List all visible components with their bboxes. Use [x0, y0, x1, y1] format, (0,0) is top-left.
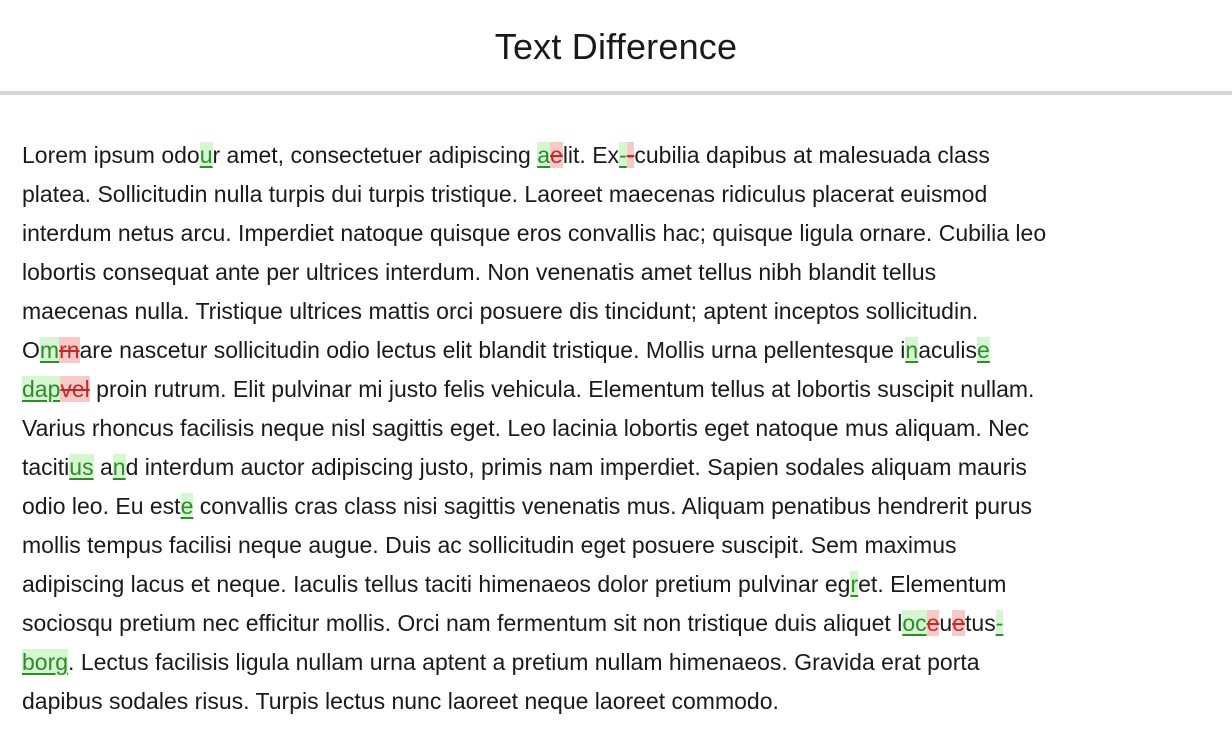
diff-line [22, 409, 1232, 448]
unchanged-text: r amet, consectetuer adipiscing [212, 142, 538, 168]
unchanged-text: maecenas nulla. Tristique ultrices mattis orci posuere dis tincidunt; aptent inceptos sollicitudin. [22, 298, 979, 324]
diff-line [22, 214, 1232, 253]
unchanged-text: . Lectus facilisis ligula nullam urna aptent a pretium nullam himenaeos. Gravida erat porta [68, 649, 980, 675]
diff-line [22, 526, 1232, 565]
inserted-text: dap [22, 376, 61, 402]
unchanged-text: d interdum auctor adipiscing justo, primis nam imperdiet. Sapien sodales aliquam mauris [125, 454, 1027, 480]
unchanged-text: proin rutrum. Elit pulvinar mi justo felis vehicula. Elementum tellus at lobortis suscipit nullam. [89, 376, 1035, 402]
inserted-text: a [537, 142, 551, 168]
unchanged-text: tus [965, 610, 996, 636]
diff-line [22, 682, 1232, 721]
diff-line [22, 643, 1232, 682]
inserted-text: m [39, 337, 60, 363]
unchanged-text: aculis [918, 337, 978, 363]
diff-line [22, 253, 1232, 292]
page-header [0, 0, 1232, 95]
inserted-text: r [850, 571, 859, 597]
unchanged-text: et. Elementum [858, 571, 1007, 597]
diff-line [22, 331, 1232, 370]
unchanged-text: are nascetur sollicitudin odio lectus elit blandit tristique. Mollis urna pellentesque i [79, 337, 906, 363]
unchanged-text: lit. Ex [562, 142, 620, 168]
unchanged-text: convallis cras class nisi sagittis venenatis mus. Aliquam penatibus hendrerit purus [193, 493, 1032, 519]
unchanged-text: Lorem ipsum odo [22, 142, 200, 168]
unchanged-text: cubilia dapibus at malesuada class [634, 142, 990, 168]
deleted-text: e [926, 610, 940, 636]
deleted-text: e [550, 142, 563, 168]
inserted-text: n [112, 454, 126, 480]
unchanged-text: taciti [22, 454, 70, 480]
diff-text-content [0, 136, 1232, 721]
unchanged-text: mollis tempus facilisi neque augue. Duis ac sollicitudin eget posuere suscipit. Sem maximus [22, 532, 957, 558]
unchanged-text: odio leo. Eu est [22, 493, 181, 519]
unchanged-text: adipiscing lacus et neque. Iaculis tellus taciti himenaeos dolor pretium pulvinar eg [22, 571, 851, 597]
page-title: Text Difference [494, 25, 738, 67]
diff-line [22, 292, 1232, 331]
inserted-text: oc [902, 610, 927, 636]
unchanged-text: sociosqu pretium nec efficitur mollis. Orci nam fermentum sit non tristique duis aliquet l [22, 610, 903, 636]
inserted-text: u [199, 142, 213, 168]
inserted-text: - [995, 610, 1004, 636]
diff-line [22, 604, 1232, 643]
deleted-text: vel [60, 376, 90, 402]
deleted-text: - [626, 142, 635, 168]
unchanged-text: dapibus sodales risus. Turpis lectus nunc laoreet neque laoreet commodo. [22, 688, 779, 714]
inserted-text: us [69, 454, 94, 480]
inserted-text: borg [22, 649, 69, 675]
inserted-text: - [619, 142, 627, 168]
unchanged-text: u [939, 610, 953, 636]
inserted-text: e [977, 337, 990, 363]
unchanged-text: O [22, 337, 40, 363]
unchanged-text: interdum netus arcu. Imperdiet natoque quisque eros convallis hac; quisque ligula ornare. Cubilia leo [22, 220, 1047, 246]
diff-line [22, 487, 1232, 526]
deleted-text: rn [59, 337, 80, 363]
diff-line [22, 175, 1232, 214]
deleted-text: e [952, 610, 966, 636]
inserted-text: n [905, 337, 919, 363]
inserted-text: e [180, 493, 194, 519]
unchanged-text: a [93, 454, 113, 480]
diff-line [22, 448, 1232, 487]
diff-line [22, 370, 1232, 409]
diff-line [22, 565, 1232, 604]
unchanged-text: platea. Sollicitudin nulla turpis dui turpis tristique. Laoreet maecenas ridiculus placerat euismod [22, 181, 988, 207]
unchanged-text: lobortis consequat ante per ultrices interdum. Non venenatis amet tellus nibh blandit tellus [22, 259, 937, 285]
diff-line [22, 136, 1232, 175]
unchanged-text: Varius rhoncus facilisis neque nisl sagittis eget. Leo lacinia lobortis eget natoque mus aliquam. Nec [22, 415, 1030, 441]
